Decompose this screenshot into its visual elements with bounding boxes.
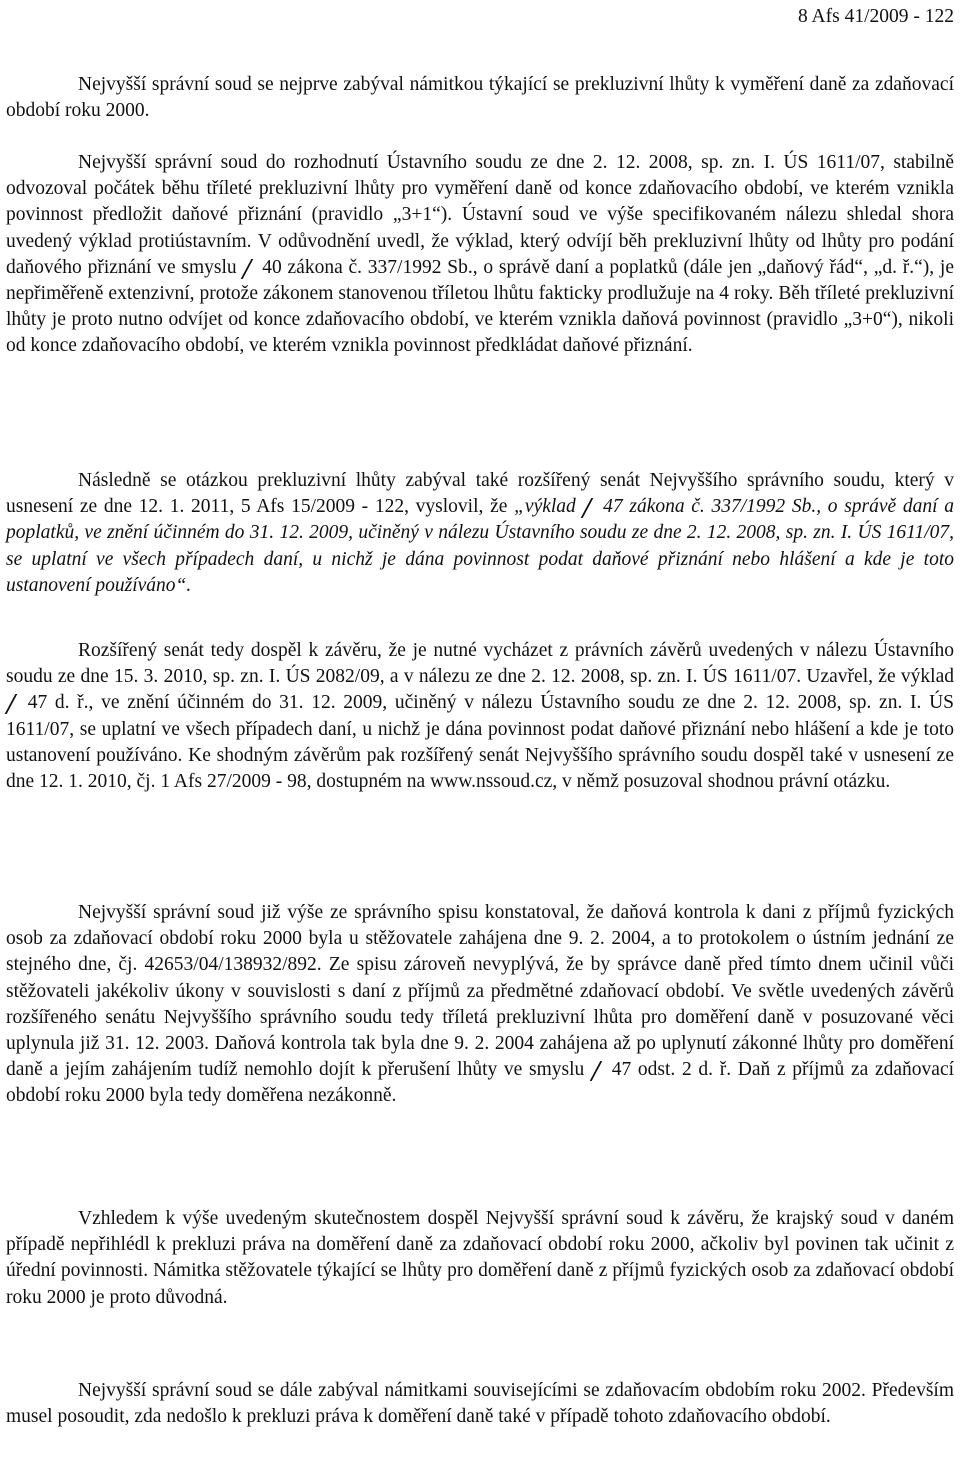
paragraph-7-text: Nejvyšší správní soud se dále zabýval námitkami souvisejícími se zdaňovacím obdobím roku 2002. Především musel posoudit, zda nedošlo k prekluzi práva k doměření daně také v případě tohoto zdaňovacího období. bbox=[6, 1380, 954, 1428]
paragraph-3-quote-b: 47 zákona č. 337/1992 Sb., o správě daní a poplatků, ve znění účinném do 31. 12. 2009, učiněný v nálezu Ústavního soudu ze dne 2. 12. 2008, sp. zn. I. ÚS 1611/07, se uplatní ve všech případech daní, u nichž je dána povinnost podat daňové přiznání nebo hlášení a kde je toto ustanovení používáno“. bbox=[6, 496, 954, 596]
paragraph-2 bbox=[6, 150, 954, 360]
paragraph-5-text-a: Nejvyšší správní soud již výše ze správního spisu konstatoval, že daňová kontrola k dani z příjmů fyzických osob za zdaňovací období roku 2000 byla u stěžovatele zahájena dne 9. 2. 2004, a to protokolem o ústním jednání ze stejného dne, čj. 42653/04/138932/892. Ze spisu zároveň nevyplývá, že by správce daně před tímto dnem učinil vůči stěžovateli jakékoliv úkony v souvislosti s daní z příjmů za předmětné zdaňovací období. Ve světle uvedených závěrů rozšířeného senátu Nejvyššího správního soudu tedy tříletá prekluzivní lhůta pro doměření daně v posuzované věci uplynula již 31. 12. 2003. Daňová kontrola tak byla dne 9. 2. 2004 zahájena až po uplynutí zákonné lhůty pro doměření daně a jejím zahájením tudíž nemohlo dojít k přerušení lhůty ve smyslu bbox=[6, 902, 954, 1081]
paragraph-1-text: Nejvyšší správní soud se nejprve zabýval námitkou týkající se prekluzivní lhůty k vyměření daně za zdaňovací období roku 2000. bbox=[6, 74, 954, 122]
paragraph-4-text-b: 47 d. ř., ve znění účinném do 31. 12. 2009, učiněný v nálezu Ústavního soudu ze dne 2. 12. 2008, sp. zn. I. ÚS 1611/07, se uplatní ve všech případech daní, u nichž je dána povinnost podat daňové přiznání nebo hlášení a kde je toto ustanovení používáno. Ke shodným závěrům pak rozšířený senát Nejvyššího správního soudu dospěl také v usnesení ze dne 12. 1. 2010, čj. 1 Afs 27/2009 - 98, dostupném na www.nssoud.cz, v němž posuzoval shodnou právní otázku. bbox=[6, 692, 954, 793]
paragraph-7 bbox=[6, 1378, 954, 1430]
document-page bbox=[6, 0, 954, 1458]
paragraph-2-text-a: Nejvyšší správní soud do rozhodnutí Ústavního soudu ze dne 2. 12. 2008, sp. zn. I. ÚS 1611/07, stabilně odvozoval počátek běhu tříleté prekluzivní lhůty pro vyměření daně od konce zdaňovacího období, ve kterém vznikla povinnost předložit daňové přiznání (pravidlo „3+1“). Ústavní soud ve výše specifikovaném nálezu shledal shora uvedený výklad protiústavním. V odůvodnění uvedl, že výklad, který odvíjí běh prekluzivní lhůty od lhůty pro podání daňového přiznání ve smyslu bbox=[6, 152, 954, 278]
paragraph-3-quote-a: „výklad bbox=[514, 496, 576, 518]
paragraph-5-text-b: 47 odst. 2 d. ř. Daň z příjmů za zdaňovací období roku 2000 byla tedy doměřena nezákonně. bbox=[6, 1059, 955, 1107]
paragraph-4-text-a: Rozšířený senát tedy dospěl k závěru, že je nutné vycházet z právních závěrů uvedených v nálezu Ústavního soudu ze dne 15. 3. 2010, sp. zn. I. ÚS 2082/09, a v nálezu ze dne 2. 12. 2008, sp. zn. I. ÚS 1611/07. Uzavřel, že výklad bbox=[6, 640, 954, 688]
paragraph-4 bbox=[6, 638, 954, 795]
paragraph-1 bbox=[6, 72, 954, 124]
paragraph-2-text-b: 40 zákona č. 337/1992 Sb., o správě daní a poplatků (dále jen „daňový řád“, „d. ř.“), je nepřiměřeně extenzivní, protože zákonem stanovenou tříletou lhůtu fakticky prodlužuje na 4 roky. Běh tříleté prekluzivní lhůty je proto nutno odvíjet od konce zdaňovacího období, ve kterém vznikla daňová povinnost (pravidlo „3+0“), nikoli od konce zdaňovacího období, ve kterém vznikla povinnost předkládat daňové přiznání. bbox=[6, 256, 955, 357]
case-number: 8 Afs 41/2009 - 122 bbox=[798, 6, 954, 27]
paragraph-6-text: Vzhledem k výše uvedeným skutečnostem dospěl Nejvyšší správní soud k závěru, že krajský soud v daném případě nepřihlédl k prekluzi práva na doměření daně za zdaňovací období roku 2000, ačkoliv byl povinen tak učinit z úřední povinnosti. Námitka stěžovatele týkající se lhůty pro doměření daně z příjmů fyzických osob za zdaňovací období roku 2000 je proto důvodná. bbox=[6, 1208, 954, 1308]
paragraph-6 bbox=[6, 1206, 954, 1311]
paragraph-5 bbox=[6, 900, 954, 1110]
paragraph-3 bbox=[6, 468, 954, 599]
paragraph-3-text-a: Následně se otázkou prekluzivní lhůty zabýval také rozšířený senát Nejvyššího správního soudu, který v usnesení ze dne 12. 1. 2011, 5 Afs 15/2009 - 122, vyslovil, že bbox=[6, 470, 954, 518]
